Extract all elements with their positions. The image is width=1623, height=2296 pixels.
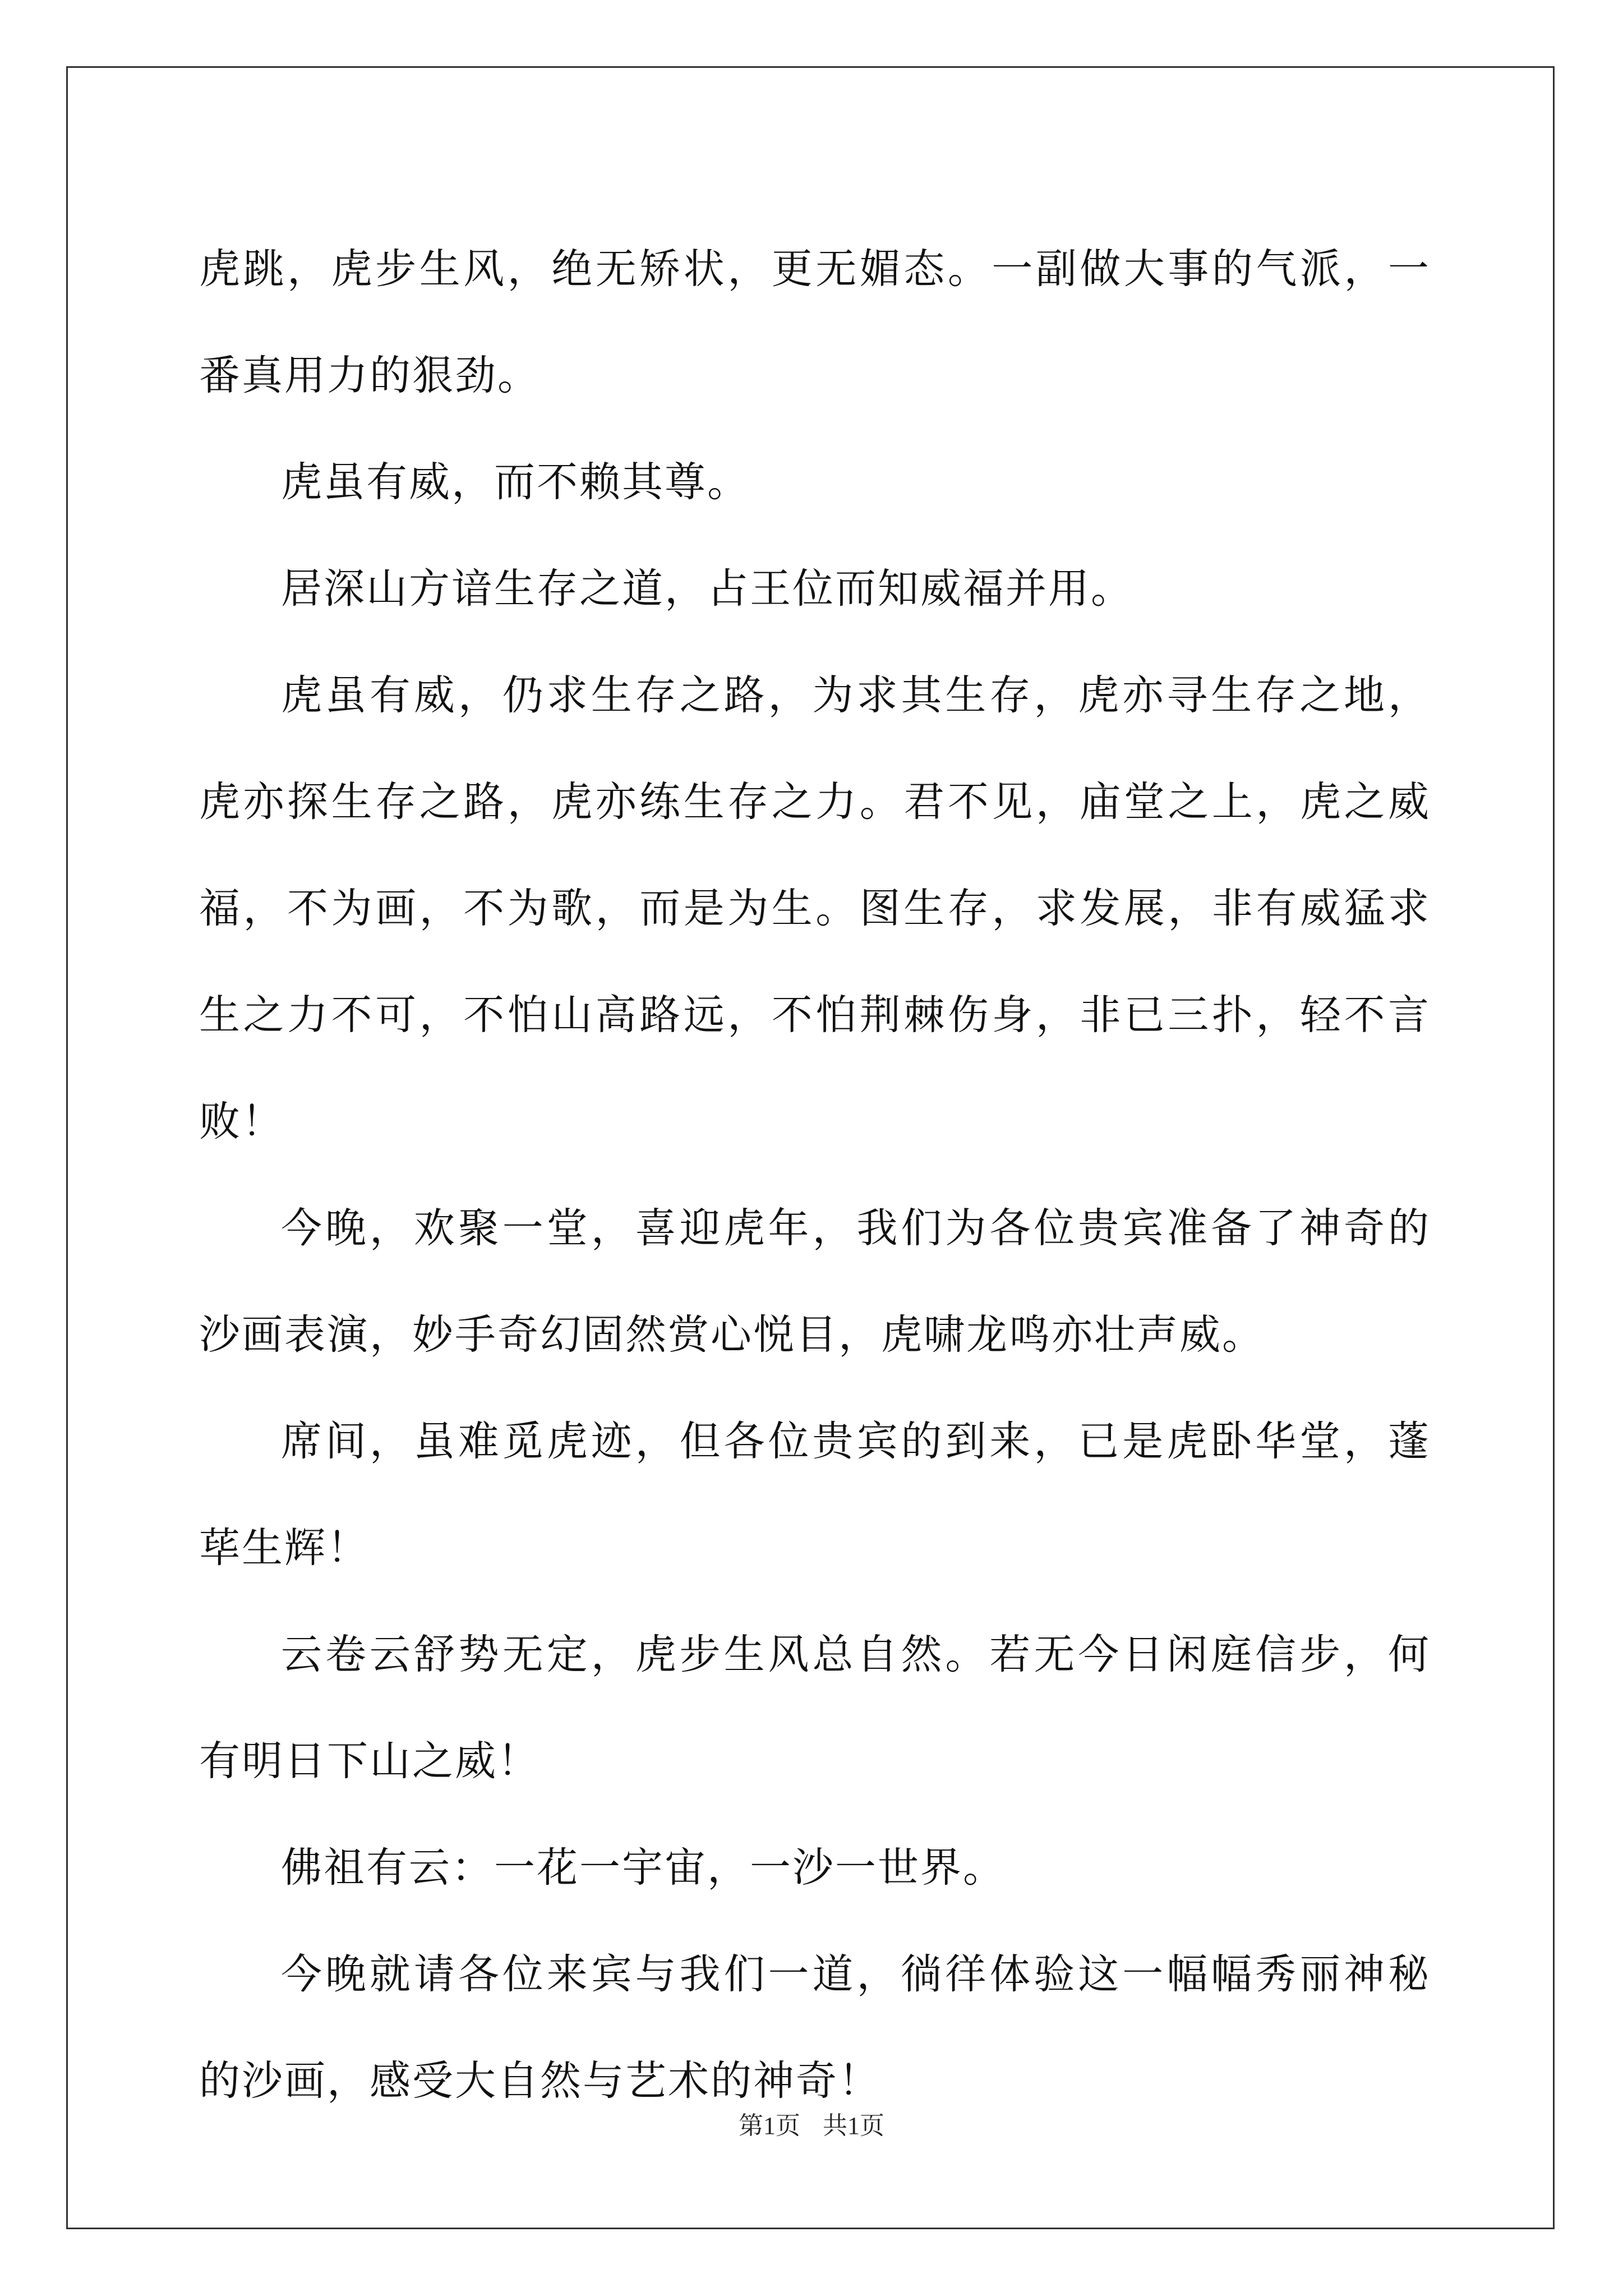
paragraph: 居深山方谙生存之道，占王位而知威福并用。 [281, 565, 1133, 613]
paragraph: 云卷云舒势无定，虎步生风总自然。若无今日闲庭信步，何有明日下山之威！ [199, 1631, 1431, 1785]
paragraph: 虎虽有威，仍求生存之路，为求其生存，虎亦寻生存之地，虎亦探生存之路，虎亦练生存之力。君不见，庙堂之上，虎之威福，不为画，不为歌，而是为生。图生存，求发展，非有威猛求生之力不可，不怕山高路远，不怕荆棘伤身，非已三扑，轻不言败！ [199, 671, 1431, 1145]
paragraph: 虎虽有威，而不赖其尊。 [281, 458, 750, 506]
paragraph: 今晚就请各位来宾与我们一道，徜徉体验这一幅幅秀丽神秘的沙画，感受大自然与艺术的神奇！ [199, 1950, 1431, 2105]
page-total: 共1页 [823, 2112, 884, 2139]
paragraph: 佛祖有云：一花一宇宙，一沙一世界。 [281, 1844, 1006, 1892]
paragraph: 今晚，欢聚一堂，喜迎虎年，我们为各位贵宾准备了神奇的沙画表演，妙手奇幻固然赏心悦目，虎啸龙鸣亦壮声威。 [199, 1204, 1431, 1359]
page-footer [0, 2109, 1623, 2143]
document-body [199, 216, 1431, 2134]
paragraph: 席间，虽难觅虎迹，但各位贵宾的到来，已是虎卧华堂，蓬荜生辉！ [199, 1418, 1431, 1572]
page-number: 第1页 [739, 2112, 800, 2139]
paragraph: 虎跳，虎步生风，绝无矫状，更无媚态。一副做大事的气派，一番真用力的狠劲。 [199, 245, 1431, 399]
